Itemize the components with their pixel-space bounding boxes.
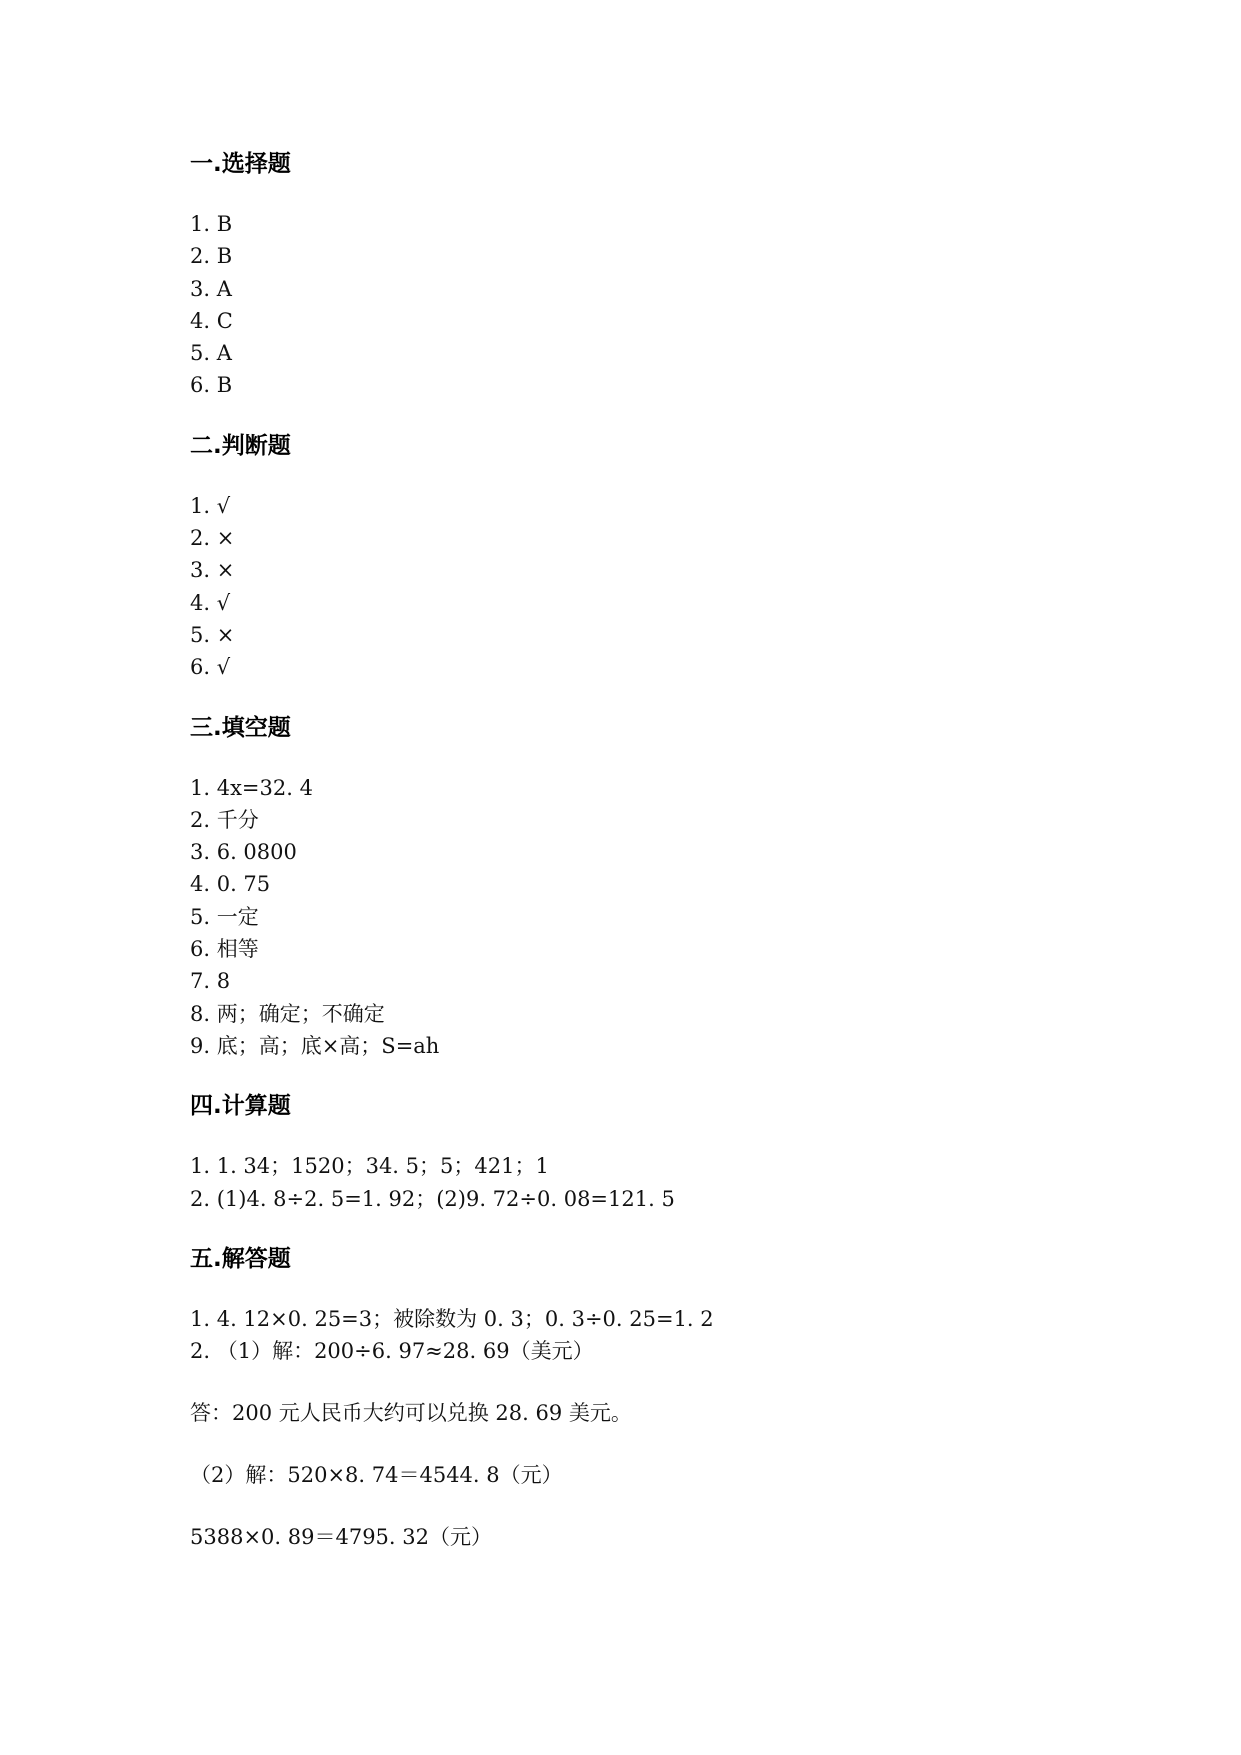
answer-item: 6. √	[190, 655, 231, 680]
answer-item: 1. √	[190, 493, 231, 518]
answer-item: 3. ×	[190, 558, 235, 583]
section-title: 四.计算题	[190, 1093, 291, 1120]
section-word-problems	[190, 1243, 1090, 1554]
answer-item: 2. (1)4. 8÷2. 5=1. 92；(2)9. 72÷0. 08=121. 5	[190, 1186, 675, 1211]
answer-item: 1. 4x=32. 4	[190, 775, 313, 800]
section-title: 五.解答题	[190, 1245, 291, 1272]
section-fill-blank	[190, 712, 1090, 1063]
answer-list	[190, 1303, 1090, 1368]
answer-item: 1. B	[190, 212, 233, 236]
answer-item: 1. 1. 34；1520；34. 5；5；421；1	[190, 1154, 549, 1179]
answer-paragraph: 5388×0. 89＝4795. 32（元）	[190, 1525, 492, 1550]
section-calculation	[190, 1090, 1090, 1215]
answer-list	[190, 772, 1090, 1063]
answer-content	[190, 148, 1090, 1581]
answer-list	[190, 490, 1090, 684]
answer-list	[190, 1150, 1090, 1215]
answer-item: 4. C	[190, 308, 233, 333]
answer-paragraph: （2）解：520×8. 74＝4544. 8（元）	[190, 1463, 563, 1488]
answer-item: 8. 两；确定；不确定	[190, 1001, 385, 1026]
answer-item: 9. 底；高；底×高；S=ah	[190, 1033, 440, 1058]
section-title: 一.选择题	[190, 151, 291, 177]
answer-item: 5. A	[190, 341, 232, 366]
answer-item: 5. ×	[190, 622, 235, 647]
answer-item: 4. 0. 75	[190, 872, 271, 897]
answer-item: 2. 千分	[190, 807, 259, 832]
section-title: 二.判断题	[190, 432, 291, 459]
section-multiple-choice	[190, 148, 1090, 402]
answer-item: 2. （1）解：200÷6. 97≈28. 69（美元）	[190, 1339, 594, 1364]
answer-paragraph: 答：200 元人民币大约可以兑换 28. 69 美元。	[190, 1401, 632, 1426]
section-title: 三.填空题	[190, 714, 291, 741]
answer-item: 4. √	[190, 590, 231, 615]
answer-item: 6. B	[190, 373, 233, 398]
answer-item: 3. 6. 0800	[190, 840, 297, 865]
answer-item: 1. 4. 12×0. 25=3；被除数为 0. 3；0. 3÷0. 25=1. 2	[190, 1306, 714, 1331]
answer-item: 2. ×	[190, 526, 235, 551]
answer-item: 7. 8	[190, 969, 231, 994]
answer-list	[190, 208, 1090, 402]
answer-item: 5. 一定	[190, 904, 259, 929]
answer-item: 6. 相等	[190, 937, 259, 962]
section-true-false	[190, 430, 1090, 684]
answer-item: 2. B	[190, 244, 233, 269]
answer-item: 3. A	[190, 276, 232, 301]
